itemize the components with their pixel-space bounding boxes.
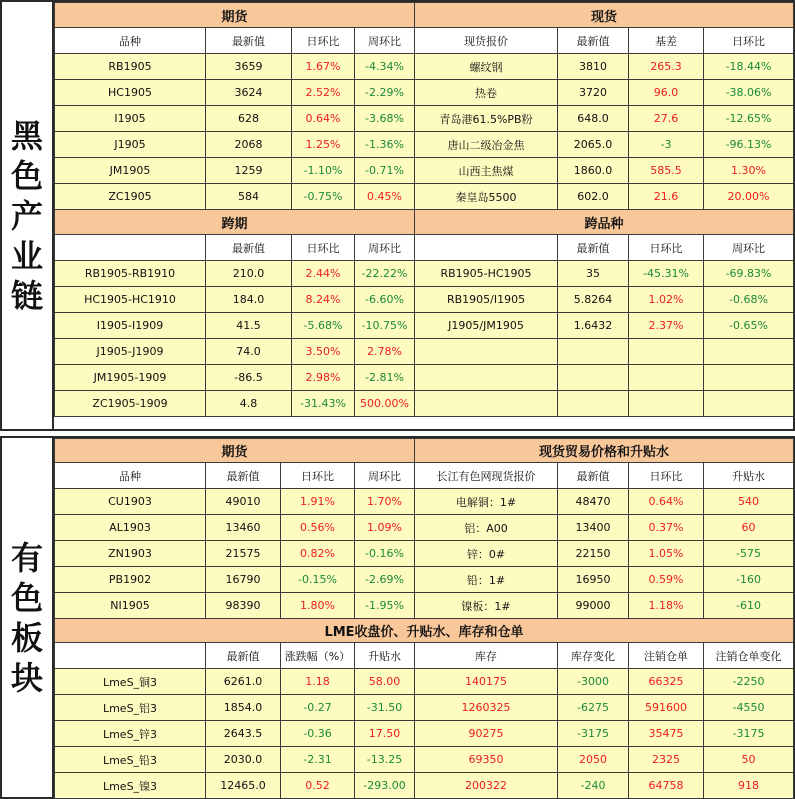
table-cell: -0.15% [281,567,355,593]
table-cell: RB1905/I1905 [415,287,558,313]
table-cell [704,339,794,365]
table-cell: 2.52% [292,80,355,106]
table-cell: HC1905 [55,80,206,106]
table-cell: 540 [704,489,794,515]
table-cell: 2050 [558,747,629,773]
table-cell: LmeS_铅3 [55,747,206,773]
table-cell: -0.71% [355,158,415,184]
table-cell: ZN1903 [55,541,206,567]
table-cell: 2065.0 [558,132,629,158]
table-cell: 628 [206,106,292,132]
column-header: 升贴水 [355,643,415,669]
table-cell: 90275 [415,721,558,747]
table-row [55,567,794,593]
section-title-row [55,210,794,235]
table-cell [415,391,558,417]
table-row [55,132,794,158]
table-cell: -69.83% [704,261,794,287]
table-cell: AL1903 [55,515,206,541]
table-cell: -2.81% [355,365,415,391]
column-header: 周环比 [355,235,415,261]
table-cell: 49010 [206,489,281,515]
table-cell: 200322 [415,773,558,799]
header-row [55,643,794,669]
table-row [55,287,794,313]
table-cell: PB1902 [55,567,206,593]
nonferrous-label [2,438,54,797]
table-cell: 184.0 [206,287,292,313]
table-row [55,747,794,773]
table-cell: -3175 [704,721,794,747]
spot-title: 现货 [415,3,794,28]
column-header: 最新值 [206,235,292,261]
table-cell: 1.6432 [558,313,629,339]
header-row [55,28,794,54]
table-cell: 210.0 [206,261,292,287]
table-cell: 591600 [629,695,704,721]
table-cell: -0.65% [704,313,794,339]
table-cell: -0.36 [281,721,355,747]
table-row [55,184,794,210]
table-cell: -96.13% [704,132,794,158]
column-header: 涨跌幅（%） [281,643,355,669]
table-cell: 98390 [206,593,281,619]
table-cell: 电解铜：1# [415,489,558,515]
table-row [55,515,794,541]
table-cell: 1860.0 [558,158,629,184]
table-cell: -6.60% [355,287,415,313]
table-cell: LmeS_铜3 [55,669,206,695]
column-header: 注销仓单变化 [704,643,794,669]
table-cell [558,339,629,365]
table-cell: 58.00 [355,669,415,695]
table-cell: -1.10% [292,158,355,184]
table-cell: 500.00% [355,391,415,417]
table-cell: -12.65% [704,106,794,132]
table-cell: 3.50% [292,339,355,365]
table-cell: 1.67% [292,54,355,80]
table-cell: 27.6 [629,106,704,132]
table-cell: 2.37% [629,313,704,339]
table-cell: -22.22% [355,261,415,287]
spread-title: 跨期 [55,210,415,235]
table-cell: -0.75% [292,184,355,210]
black-industry-table [54,2,794,417]
column-header: 库存变化 [558,643,629,669]
table-cell: 96.0 [629,80,704,106]
table-cell: -0.16% [355,541,415,567]
column-header: 品种 [55,463,206,489]
nonferrous-section [0,436,795,799]
table-cell: I1905-I1909 [55,313,206,339]
table-cell: 602.0 [558,184,629,210]
column-header: 周环比 [355,463,415,489]
table-cell: -2.31 [281,747,355,773]
table-cell: -6275 [558,695,629,721]
table-cell: -575 [704,541,794,567]
side-char: 色 [10,578,43,617]
lme-title: LME收盘价、升贴水、库存和仓单 [55,619,794,643]
column-header: 最新值 [206,28,292,54]
table-row [55,593,794,619]
column-header: 库存 [415,643,558,669]
table-row [55,339,794,365]
table-row [55,391,794,417]
column-header: 日环比 [281,463,355,489]
table-cell: -4.34% [355,54,415,80]
table-cell: 0.56% [281,515,355,541]
table-cell [558,365,629,391]
table-cell: LmeS_锌3 [55,721,206,747]
nonferrous-table [54,438,794,799]
section-title-row [55,3,794,28]
table-cell: 山西主焦煤 [415,158,558,184]
table-cell: -2.69% [355,567,415,593]
table-cell: 3624 [206,80,292,106]
table-cell: 1854.0 [206,695,281,721]
table-cell: 22150 [558,541,629,567]
table-cell: 1260325 [415,695,558,721]
header-row [55,235,794,261]
table-row [55,54,794,80]
table-cell [629,339,704,365]
table-cell: -38.06% [704,80,794,106]
table-cell: -2250 [704,669,794,695]
table-cell: ZC1905-1909 [55,391,206,417]
column-header: 基差 [629,28,704,54]
table-cell: J1905 [55,132,206,158]
table-cell: 1.25% [292,132,355,158]
table-cell: -86.5 [206,365,292,391]
table-cell: 铅：1# [415,567,558,593]
table-cell: 60 [704,515,794,541]
table-cell: 铝：A00 [415,515,558,541]
table-cell: 1.70% [355,489,415,515]
table-row [55,489,794,515]
table-row [55,80,794,106]
table-cell: 13460 [206,515,281,541]
cross-title: 跨品种 [415,210,794,235]
table-cell: 0.82% [281,541,355,567]
table-row [55,541,794,567]
table-cell: 64758 [629,773,704,799]
table-cell: -18.44% [704,54,794,80]
column-header: 日环比 [629,235,704,261]
column-header: 现货报价 [415,28,558,54]
table-cell: CU1903 [55,489,206,515]
table-cell: J1905-J1909 [55,339,206,365]
column-header [415,235,558,261]
table-cell: 265.3 [629,54,704,80]
table-cell: 69350 [415,747,558,773]
side-char: 业 [10,236,43,275]
table-cell: 74.0 [206,339,292,365]
table-cell: 48470 [558,489,629,515]
table-cell: 21575 [206,541,281,567]
table-cell: -31.43% [292,391,355,417]
futures-title: 期货 [55,3,415,28]
table-row [55,313,794,339]
table-cell: 17.50 [355,721,415,747]
column-header: 注销仓单 [629,643,704,669]
table-row [55,773,794,799]
table-cell: RB1905-HC1905 [415,261,558,287]
table-cell: 6261.0 [206,669,281,695]
table-cell: 2.98% [292,365,355,391]
side-char: 有 [10,538,43,577]
table-cell: 66325 [629,669,704,695]
table-cell: 0.64% [629,489,704,515]
column-header: 日环比 [292,28,355,54]
table-cell: 1.02% [629,287,704,313]
table-row [55,261,794,287]
table-cell: -1.95% [355,593,415,619]
black-industry-label [2,2,54,429]
table-cell: 584 [206,184,292,210]
table-cell [704,365,794,391]
table-cell: -3175 [558,721,629,747]
table-cell: NI1905 [55,593,206,619]
table-cell: 1.30% [704,158,794,184]
table-cell: -5.68% [292,313,355,339]
table-cell [629,365,704,391]
table-cell: 热卷 [415,80,558,106]
side-char: 板 [10,618,43,657]
table-cell: -3000 [558,669,629,695]
table-cell: 16950 [558,567,629,593]
table-cell: -4550 [704,695,794,721]
table-row [55,721,794,747]
table-cell: 1.09% [355,515,415,541]
table-cell: HC1905-HC1910 [55,287,206,313]
table-cell: 0.64% [292,106,355,132]
table-cell [415,339,558,365]
section-title-row [55,619,794,643]
table-cell: 2.44% [292,261,355,287]
column-header: 日环比 [292,235,355,261]
table-cell [415,365,558,391]
column-header [55,643,206,669]
table-cell: -293.00 [355,773,415,799]
table-cell: 螺纹钢 [415,54,558,80]
table-cell: 4.8 [206,391,292,417]
table-cell: 50 [704,747,794,773]
table-cell: 2.78% [355,339,415,365]
table-cell: 2030.0 [206,747,281,773]
table-cell: 0.37% [629,515,704,541]
table-cell: 35 [558,261,629,287]
column-header [55,235,206,261]
table-cell: 0.52 [281,773,355,799]
table-cell: 21.6 [629,184,704,210]
table-cell [629,391,704,417]
table-cell: 3659 [206,54,292,80]
column-header: 周环比 [355,28,415,54]
table-cell: J1905/JM1905 [415,313,558,339]
table-cell: 918 [704,773,794,799]
column-header: 最新值 [206,643,281,669]
table-row [55,365,794,391]
table-cell: LmeS_镍3 [55,773,206,799]
table-cell: 585.5 [629,158,704,184]
table-cell: 1259 [206,158,292,184]
table-cell: 2325 [629,747,704,773]
table-cell: -240 [558,773,629,799]
table-cell: 唐山二级冶金焦 [415,132,558,158]
table-cell [704,391,794,417]
table-cell: 35475 [629,721,704,747]
table-cell: -45.31% [629,261,704,287]
table-row [55,669,794,695]
table-cell: -2.29% [355,80,415,106]
table-cell: 1.18% [629,593,704,619]
table-cell: 12465.0 [206,773,281,799]
table-row [55,106,794,132]
table-cell: 1.18 [281,669,355,695]
table-cell: 99000 [558,593,629,619]
column-header: 最新值 [206,463,281,489]
table-cell: -610 [704,593,794,619]
side-char: 块 [10,658,43,697]
column-header: 最新值 [558,28,629,54]
table-cell: 20.00% [704,184,794,210]
table-cell: 秦皇岛5500 [415,184,558,210]
table-cell: -1.36% [355,132,415,158]
column-header: 品种 [55,28,206,54]
table-row [55,158,794,184]
table-cell: -31.50 [355,695,415,721]
table-cell: 1.91% [281,489,355,515]
table-cell: I1905 [55,106,206,132]
side-char: 产 [10,196,43,235]
table-cell: LmeS_铝3 [55,695,206,721]
table-cell: 镍板：1# [415,593,558,619]
table-cell [558,391,629,417]
column-header: 日环比 [629,463,704,489]
table-cell: JM1905 [55,158,206,184]
section-title-row [55,439,794,463]
side-char: 链 [10,276,43,315]
table-cell: 5.8264 [558,287,629,313]
column-header: 最新值 [558,463,629,489]
table-cell: 13400 [558,515,629,541]
table-cell: 3810 [558,54,629,80]
column-header: 日环比 [704,28,794,54]
column-header: 升贴水 [704,463,794,489]
column-header: 长江有色网现货报价 [415,463,558,489]
table-cell: -0.27 [281,695,355,721]
table-row [55,695,794,721]
table-cell: RB1905 [55,54,206,80]
table-cell: RB1905-RB1910 [55,261,206,287]
table-cell: 1.80% [281,593,355,619]
table-cell: 锌：0# [415,541,558,567]
side-char: 色 [10,156,43,195]
table-cell: -160 [704,567,794,593]
table-cell: 2643.5 [206,721,281,747]
table-cell: 青岛港61.5%PB粉 [415,106,558,132]
table-cell: 8.24% [292,287,355,313]
header-row [55,463,794,489]
table-cell: 1.05% [629,541,704,567]
spot-title: 现货贸易价格和升贴水 [415,439,794,463]
table-cell: 140175 [415,669,558,695]
table-cell: -3 [629,132,704,158]
futures-title: 期货 [55,439,415,463]
table-cell: -13.25 [355,747,415,773]
table-cell: 16790 [206,567,281,593]
table-cell: -3.68% [355,106,415,132]
table-cell: 3720 [558,80,629,106]
table-cell: 648.0 [558,106,629,132]
table-cell: -10.75% [355,313,415,339]
table-cell: 0.45% [355,184,415,210]
column-header: 周环比 [704,235,794,261]
table-cell: JM1905-1909 [55,365,206,391]
table-cell: 0.59% [629,567,704,593]
side-char: 黑 [10,116,43,155]
table-cell: -0.68% [704,287,794,313]
table-cell: 2068 [206,132,292,158]
column-header: 最新值 [558,235,629,261]
table-cell: ZC1905 [55,184,206,210]
table-cell: 41.5 [206,313,292,339]
